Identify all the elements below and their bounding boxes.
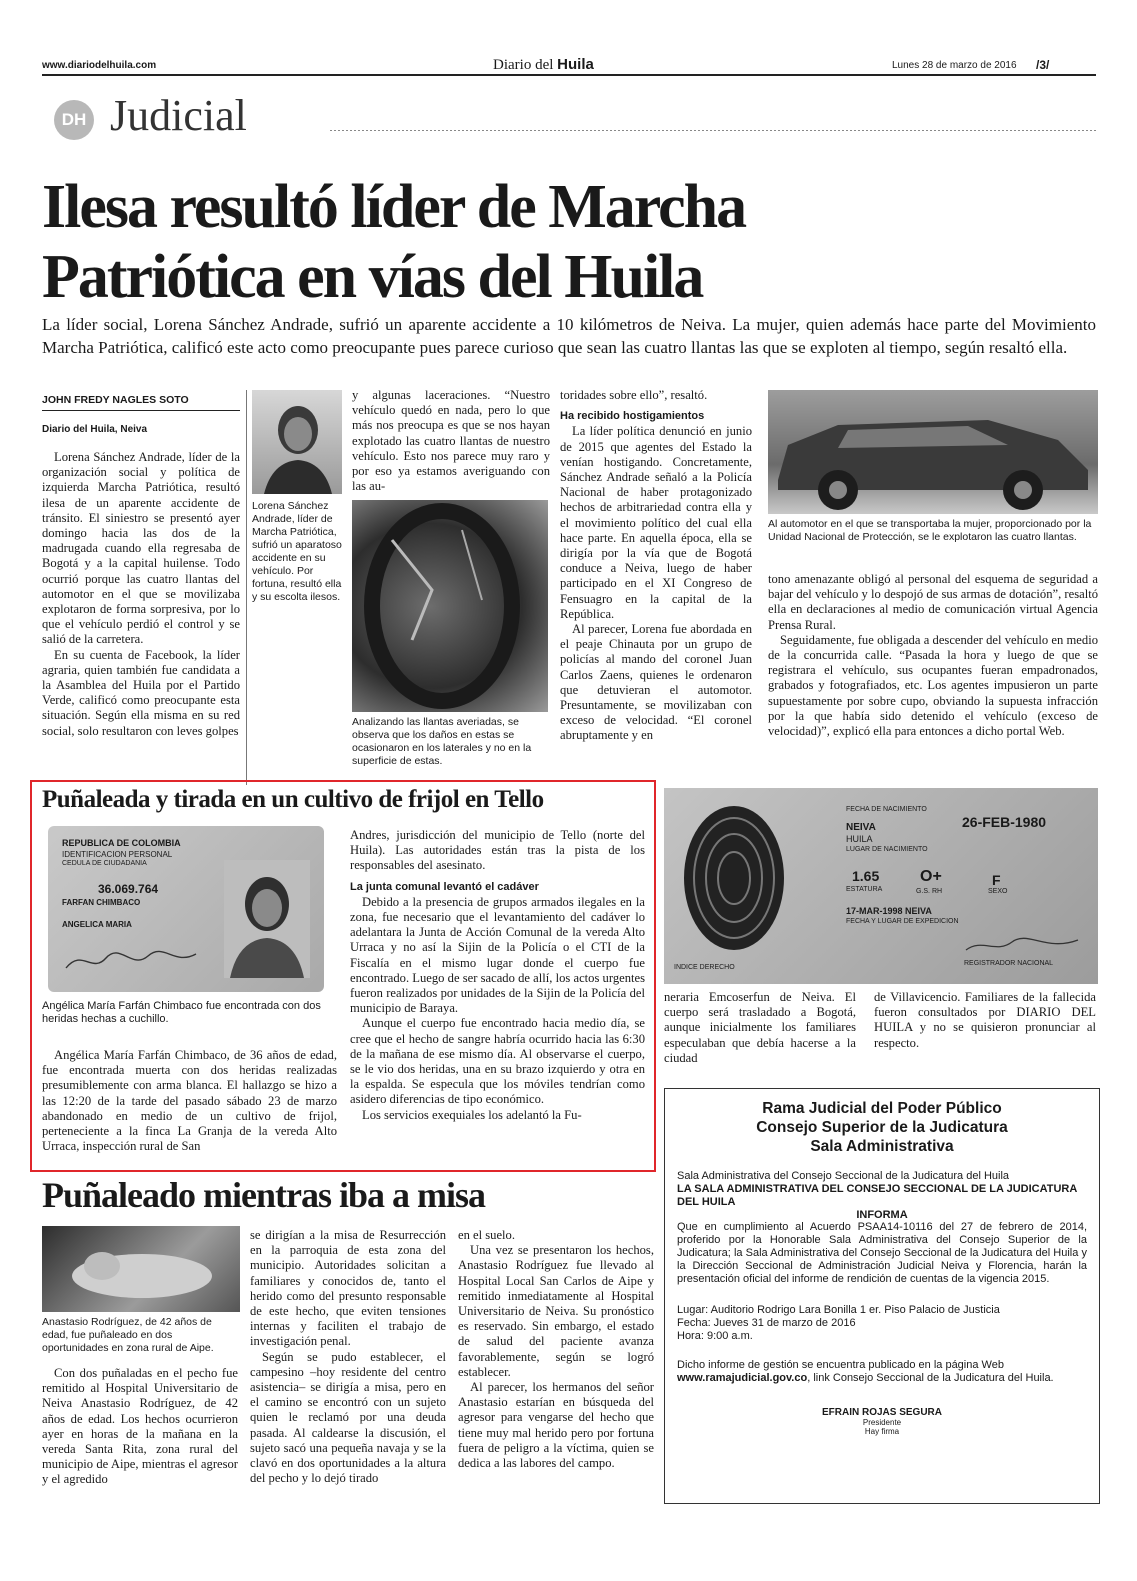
main-headline bbox=[42, 172, 745, 312]
paragraph: Seguidamente, fue obligada a descender del vehículo en medio de la concurrida calle. “Pasada la hora y luego de que se registrara el vehículo, sus ocupantes fueran empadronados, grabados y fotografiados, etc. Los agentes impusieron un parte supuestamente por sobre cupo, obviando la supuesta infracción por la que había sido detenido el vehículo (exceso de velocidad)”, explicó ella para entonces a dicho portal Web. bbox=[768, 632, 1098, 739]
id-doc-name: CEDULA DE CIUDADANIA bbox=[62, 860, 147, 867]
main-column-1 bbox=[42, 450, 240, 739]
subheading: La junta comunal levantó el cadáver bbox=[350, 880, 539, 893]
website-url[interactable]: www.diariodelhuila.com bbox=[42, 60, 157, 71]
third-column-3 bbox=[458, 1228, 654, 1471]
portrait-illustration bbox=[252, 390, 342, 494]
section-title: Judicial bbox=[110, 91, 247, 140]
notice-web-pre: Dicho informe de gestión se encuentra publicado en la página Web bbox=[677, 1359, 1004, 1371]
paragraph: Aunque el cuerpo fue encontrado hacia medio día, se cree que el hecho de sangre habría ocurrido hacia las 6:30 de la mañana de ese mismo día. Al observarse el cuerpo, se le vio dos heridas, una en su brazo izquierdo y otra en la espalda. Se especula que los móviles tendrían como asidero diferencias de tipo económico. bbox=[350, 1016, 645, 1107]
notice-fecha: Fecha: Jueves 31 de marzo de 2016 bbox=[677, 1317, 856, 1329]
paragraph: Según se pudo establecer, el campesino –hoy residente del centro asistencia– se dirigía a misa, pero en el camino se encontró con un sujeto quien le reclamó por una deuda pasada. Al caldearse la discusión, el sujeto sacó una pequeña navaja y se la clavó en dos oportunidades a la altura del pecho y lo dejó tirado bbox=[250, 1349, 446, 1486]
fingerprint-icon bbox=[674, 798, 794, 958]
place-label: LUGAR DE NACIMIENTO bbox=[846, 846, 928, 853]
main-column-3 bbox=[352, 388, 550, 494]
header-rule bbox=[42, 74, 1096, 76]
notice-hora: Hora: 9:00 a.m. bbox=[677, 1330, 753, 1342]
height-value: 1.65 bbox=[852, 868, 880, 884]
paragraph: En su cuenta de Facebook, la líder agraria, quien también fue candidata a la Asamblea del Huila por el Partido Verde, calificó como preocupante esta situación. Según ella misma en su red social, solo resultaron con leves golpes bbox=[42, 647, 240, 738]
height-label: ESTATURA bbox=[846, 886, 883, 893]
second-column-2 bbox=[350, 828, 645, 1123]
headline-line-1: Ilesa resultó líder de Marcha bbox=[42, 173, 746, 241]
third-column-1 bbox=[42, 1366, 238, 1488]
victim-illustration bbox=[42, 1226, 240, 1312]
blood-label: G.S. RH bbox=[916, 888, 943, 895]
birth-city: NEIVA bbox=[846, 822, 876, 833]
notice-informa: INFORMA bbox=[856, 1209, 908, 1221]
sex-label: SEXO bbox=[988, 888, 1008, 895]
paragraph: se dirigían a la misa de Resurrección en la parroquia de esta zona del municipio. Autoridades solicitan a familiares y conocidos de, tanto el herido como del presunto responsable de este hecho, que eviten tensiones internas y faciliten el trabajo de investigación penal. bbox=[250, 1228, 446, 1349]
notice-signer-title: Presidente bbox=[862, 1418, 902, 1427]
issue-label: FECHA Y LUGAR DE EXPEDICION bbox=[846, 918, 959, 925]
notice-line-1: Sala Administrativa del Consejo Seccional de la Judicatura del Huila bbox=[677, 1170, 1010, 1182]
paragraph: de Villavicencio. Familiares de la fallecida fueron consultados por DIARIO DEL HUILA y no se quisieron pronunciar al respecto. bbox=[874, 990, 1096, 1050]
portrait-photo bbox=[252, 390, 342, 494]
main-lead: La líder social, Lorena Sánchez Andrade, sufrió un aparente accidente a 10 kilómetros de Neiva. La mujer, quien además hace parte del Movimiento Marcha Patriótica, calificó este acto como preocupante pues parece curioso que sean las cuatro llantas las que se exploten al tiempo, según resaltó ella. bbox=[42, 315, 1096, 357]
car-illustration bbox=[768, 390, 1098, 514]
third-caption: Anastasio Rodríguez, de 42 años de edad, fue puñaleado en dos oportunidades en zona rural de Aipe. bbox=[42, 1316, 214, 1354]
headline-line-2: Patriótica en vías del Huila bbox=[42, 243, 703, 311]
notice-lugar: Lugar: Auditorio Rodrigo Lara Bonilla 1 er. Piso Palacio de Justicia bbox=[677, 1304, 1000, 1316]
id-card-back bbox=[664, 788, 1098, 984]
dateline: Diario del Huila, Neiva bbox=[42, 424, 148, 435]
paragraph: Al parecer, Lorena fue abordada en el peaje Chinauta por un grupo de policías al mando del coronel Juan Carlos Zaens, quienes le ordenaron que detuvieran el automotor. Presuntamente, se movilizaban con exceso de velocidad. “El coronel abruptamente y en bbox=[560, 622, 752, 743]
paragraph: y algunas laceraciones. “Nuestro vehículo quedó en nada, pero lo que más nos preocupa es que se nos hayan explotado las cuatro llantas de nuestro vehículo. Esto nos parece muy raro y por eso ya estamos averiguando con las au- bbox=[352, 388, 550, 494]
main-column-5 bbox=[768, 572, 1098, 739]
issue-date: 17-MAR-1998 NEIVA bbox=[846, 906, 932, 916]
id-photo bbox=[224, 860, 310, 978]
byline-rule bbox=[42, 410, 240, 411]
portrait-caption: Lorena Sánchez Andrade, líder de Marcha Patriótica, sufrió un aparatoso accidente en su vehículo. Por fortuna, resultó ella y su escolta ilesos. bbox=[252, 500, 342, 603]
section-logo: DH bbox=[54, 100, 94, 140]
byline: JOHN FREDY NAGLES SOTO bbox=[42, 394, 189, 406]
id-number: 36.069.764 bbox=[98, 882, 159, 896]
paragraph: Con dos puñaladas en el pecho fue remitido al Hospital Universitario de Neiva Anastasio Rodríguez, de 42 años de edad. Los hechos ocurrieron ayer en horas de la mañana en la vereda Santa Rita, zona rural del municipio de Aipe, mientras el agresor y el agredido bbox=[42, 1366, 238, 1487]
tire-photo bbox=[352, 500, 548, 712]
masthead-prefix: Diario del bbox=[493, 57, 554, 73]
notice-web-post: , link Consejo Seccional de la Judicatura del Huila. bbox=[807, 1372, 1054, 1384]
paragraph: La líder política denunció en junio de 2015 que agentes del Estado la venían hostigando. Concretamente, Sánchez Andrade señaló a la Policía Nacional de haber protagonizado hechos de arbitrariedad contra ella y el movimiento político del cual ella hace parte. En aquella época, ella se dirigía por la vía que de Bogotá conduce a Neiva, luego de haber participado en el XI Congreso de Fensuagro en la capital de la República. bbox=[560, 424, 752, 621]
car-caption: Al automotor en el que se transportaba la mujer, proporcionado por la Unidad Nacional de Protección, se le explotaron las cuatro llantas. bbox=[768, 518, 1092, 543]
notice-signature: Hay firma bbox=[864, 1427, 900, 1436]
id-country: REPUBLICA DE COLOMBIA bbox=[62, 838, 181, 848]
id-given-name: ANGELICA MARIA bbox=[62, 920, 132, 929]
tire-caption: Analizando las llantas averiadas, se observa que los daños en estas se ocasionaron en los laterales y no en la superficie de estas. bbox=[352, 716, 532, 767]
notice-line-2: LA SALA ADMINISTRATIVA DEL CONSEJO SECCIONAL DE LA JUDICATURA DEL HUILA bbox=[677, 1183, 1077, 1208]
paragraph: toridades sobre ello”, resaltó. bbox=[560, 388, 708, 402]
paragraph: Debido a la presencia de grupos armados ilegales en la zona, fue necesario que el levantamiento del cadáver lo adelantara la Junta de Acción Comunal de la vereda Alto Urraca y no así la Sijin de la Policía o el CTI de la Fiscalía en el mismo lugar donde el cuerpo fue encontrado. Luego de ser sacado de allí, los actos urgentes fueron realizados por unidades de la Sijin de la Policía del municipio de Baraya. bbox=[350, 894, 645, 1016]
id-signature bbox=[62, 946, 202, 976]
second-column-1 bbox=[42, 1048, 337, 1154]
blood-value: O+ bbox=[920, 868, 942, 885]
car-photo bbox=[768, 390, 1098, 514]
section-dotted-rule bbox=[330, 130, 1096, 131]
notice-web bbox=[677, 1359, 1087, 1385]
paragraph: Una vez se presentaron los hechos, Anastasio Rodríguez fue llevado al Hospital Local San Carlos de Aipe y remitido inmediatamente al Hospital Universitario de Neiva. Su pronóstico es reservado. Sin embargo, el estado de salud del paciente avanza favorablemente, según se logró establecer. bbox=[458, 1243, 654, 1379]
paragraph: Al parecer, los hermanos del señor Anastasio estarían en búsqueda del agresor para vengarse del hecho que tiene muy mal herido pero por fortuna fuera de peligro a la víctima, quien se dedica a las labores del campo. bbox=[458, 1380, 654, 1471]
masthead bbox=[493, 56, 594, 74]
paragraph: en el suelo. bbox=[458, 1228, 516, 1242]
notice-title-3: Sala Administrativa bbox=[810, 1138, 954, 1155]
paragraph: Los servicios exequiales los adelantó la Fu- bbox=[362, 1107, 582, 1122]
second-column-3 bbox=[664, 990, 856, 1066]
birth-dept: HUILA bbox=[846, 834, 873, 844]
notice-title-1: Rama Judicial del Poder Público bbox=[762, 1100, 1002, 1117]
page-number: /3/ bbox=[1036, 58, 1050, 72]
masthead-name: Huila bbox=[557, 56, 594, 73]
paragraph: Lorena Sánchez Andrade, líder de la organización social y política de izquierda Marcha Patriótica, resultó ilesa de un aparente accidente de tránsito. El siniestro se presentó ayer domingo hacia las dos de la madrugada cuando ella regresaba de Bogotá y a la capital huilense. Todo ocurrió porque las cuatro llantas del automotor en el que se movilizaba explotaron de forma sorpresiva, por lo que el vehículo perdió el control y se salió de la carretera. bbox=[42, 450, 240, 647]
third-column-2 bbox=[250, 1228, 446, 1486]
victim-photo bbox=[42, 1226, 240, 1312]
paragraph: tono amenazante obligó al personal del esquema de seguridad a bajar del vehículo y lo despojó de sus armas de dotación”, resaltó ella en declaraciones al medio de comunicación virtual Agencia Prensa Rural. bbox=[768, 572, 1098, 632]
id-surname: FARFAN CHIMBACO bbox=[62, 898, 141, 907]
registrar-label: REGISTRADOR NACIONAL bbox=[964, 960, 1054, 967]
tire-illustration bbox=[352, 500, 548, 712]
paragraph: Angélica María Farfán Chimbaco, de 36 años de edad, fue encontrada muerta con dos heridas realizadas presumiblemente con arma blanca. El hallazgo se hizo a las 12:20 de la tarde del pasado sábado 23 de marzo abandonado en medio de un cultivo de frijol, perteneciente a la finca La Granja de la vereda Alto Urraca, inspección rural de San bbox=[42, 1048, 337, 1154]
issue-date: Lunes 28 de marzo de 2016 bbox=[892, 60, 1017, 71]
main-column-4 bbox=[560, 388, 752, 744]
birth-date: 26-FEB-1980 bbox=[962, 814, 1047, 830]
second-caption: Angélica María Farfán Chimbaco fue encontrada con dos heridas hechas a cuchillo. bbox=[42, 1000, 321, 1025]
paragraph: neraria Emcoserfun de Neiva. El cuerpo será trasladado a Bogotá, aunque inicialmente los familiares especulaban que debía hacerse a la ciudad bbox=[664, 990, 856, 1065]
sex-value: F bbox=[992, 872, 1001, 888]
notice-body: Que en cumplimiento al Acuerdo PSAA14-10116 del 27 de febrero de 2014, proferido por la Honorable Sala Administrativa del Consejo Superior de la Judicatura; la Sala Administrativa del Consejo Seccional de la Judicatura del Huila y la Dirección Seccional de Administración Judicial Neiva y Florencia, harán la presentación oficial del informe de rendición de cuentas de la vigencia 2015. bbox=[677, 1221, 1087, 1285]
paragraph: Andres, jurisdicción del municipio de Tello (norte del Huila). Las autoridades están tras la pista de los responsables del asesinato. bbox=[350, 828, 645, 873]
notice-signer: EFRAIN ROJAS SEGURA bbox=[821, 1407, 942, 1418]
second-headline: Puñaleada y tirada en un cultivo de frijol en Tello bbox=[42, 786, 544, 813]
notice-title-2: Consejo Superior de la Judicatura bbox=[756, 1119, 1008, 1136]
finger-label: INDICE DERECHO bbox=[674, 964, 735, 971]
notice-web-link[interactable]: www.ramajudicial.gov.co bbox=[677, 1372, 808, 1384]
registrar-signature bbox=[962, 934, 1082, 956]
notice-header bbox=[677, 1099, 1087, 1156]
id-doc-type: IDENTIFICACION PERSONAL bbox=[62, 850, 173, 859]
judicial-notice bbox=[664, 1088, 1100, 1504]
column-divider bbox=[246, 390, 247, 785]
third-headline: Puñaleado mientras iba a misa bbox=[42, 1175, 486, 1215]
birth-label: FECHA DE NACIMIENTO bbox=[846, 806, 927, 813]
second-column-4 bbox=[874, 990, 1096, 1051]
subheading: Ha recibido hostigamientos bbox=[560, 410, 705, 423]
id-card-front bbox=[48, 826, 324, 992]
